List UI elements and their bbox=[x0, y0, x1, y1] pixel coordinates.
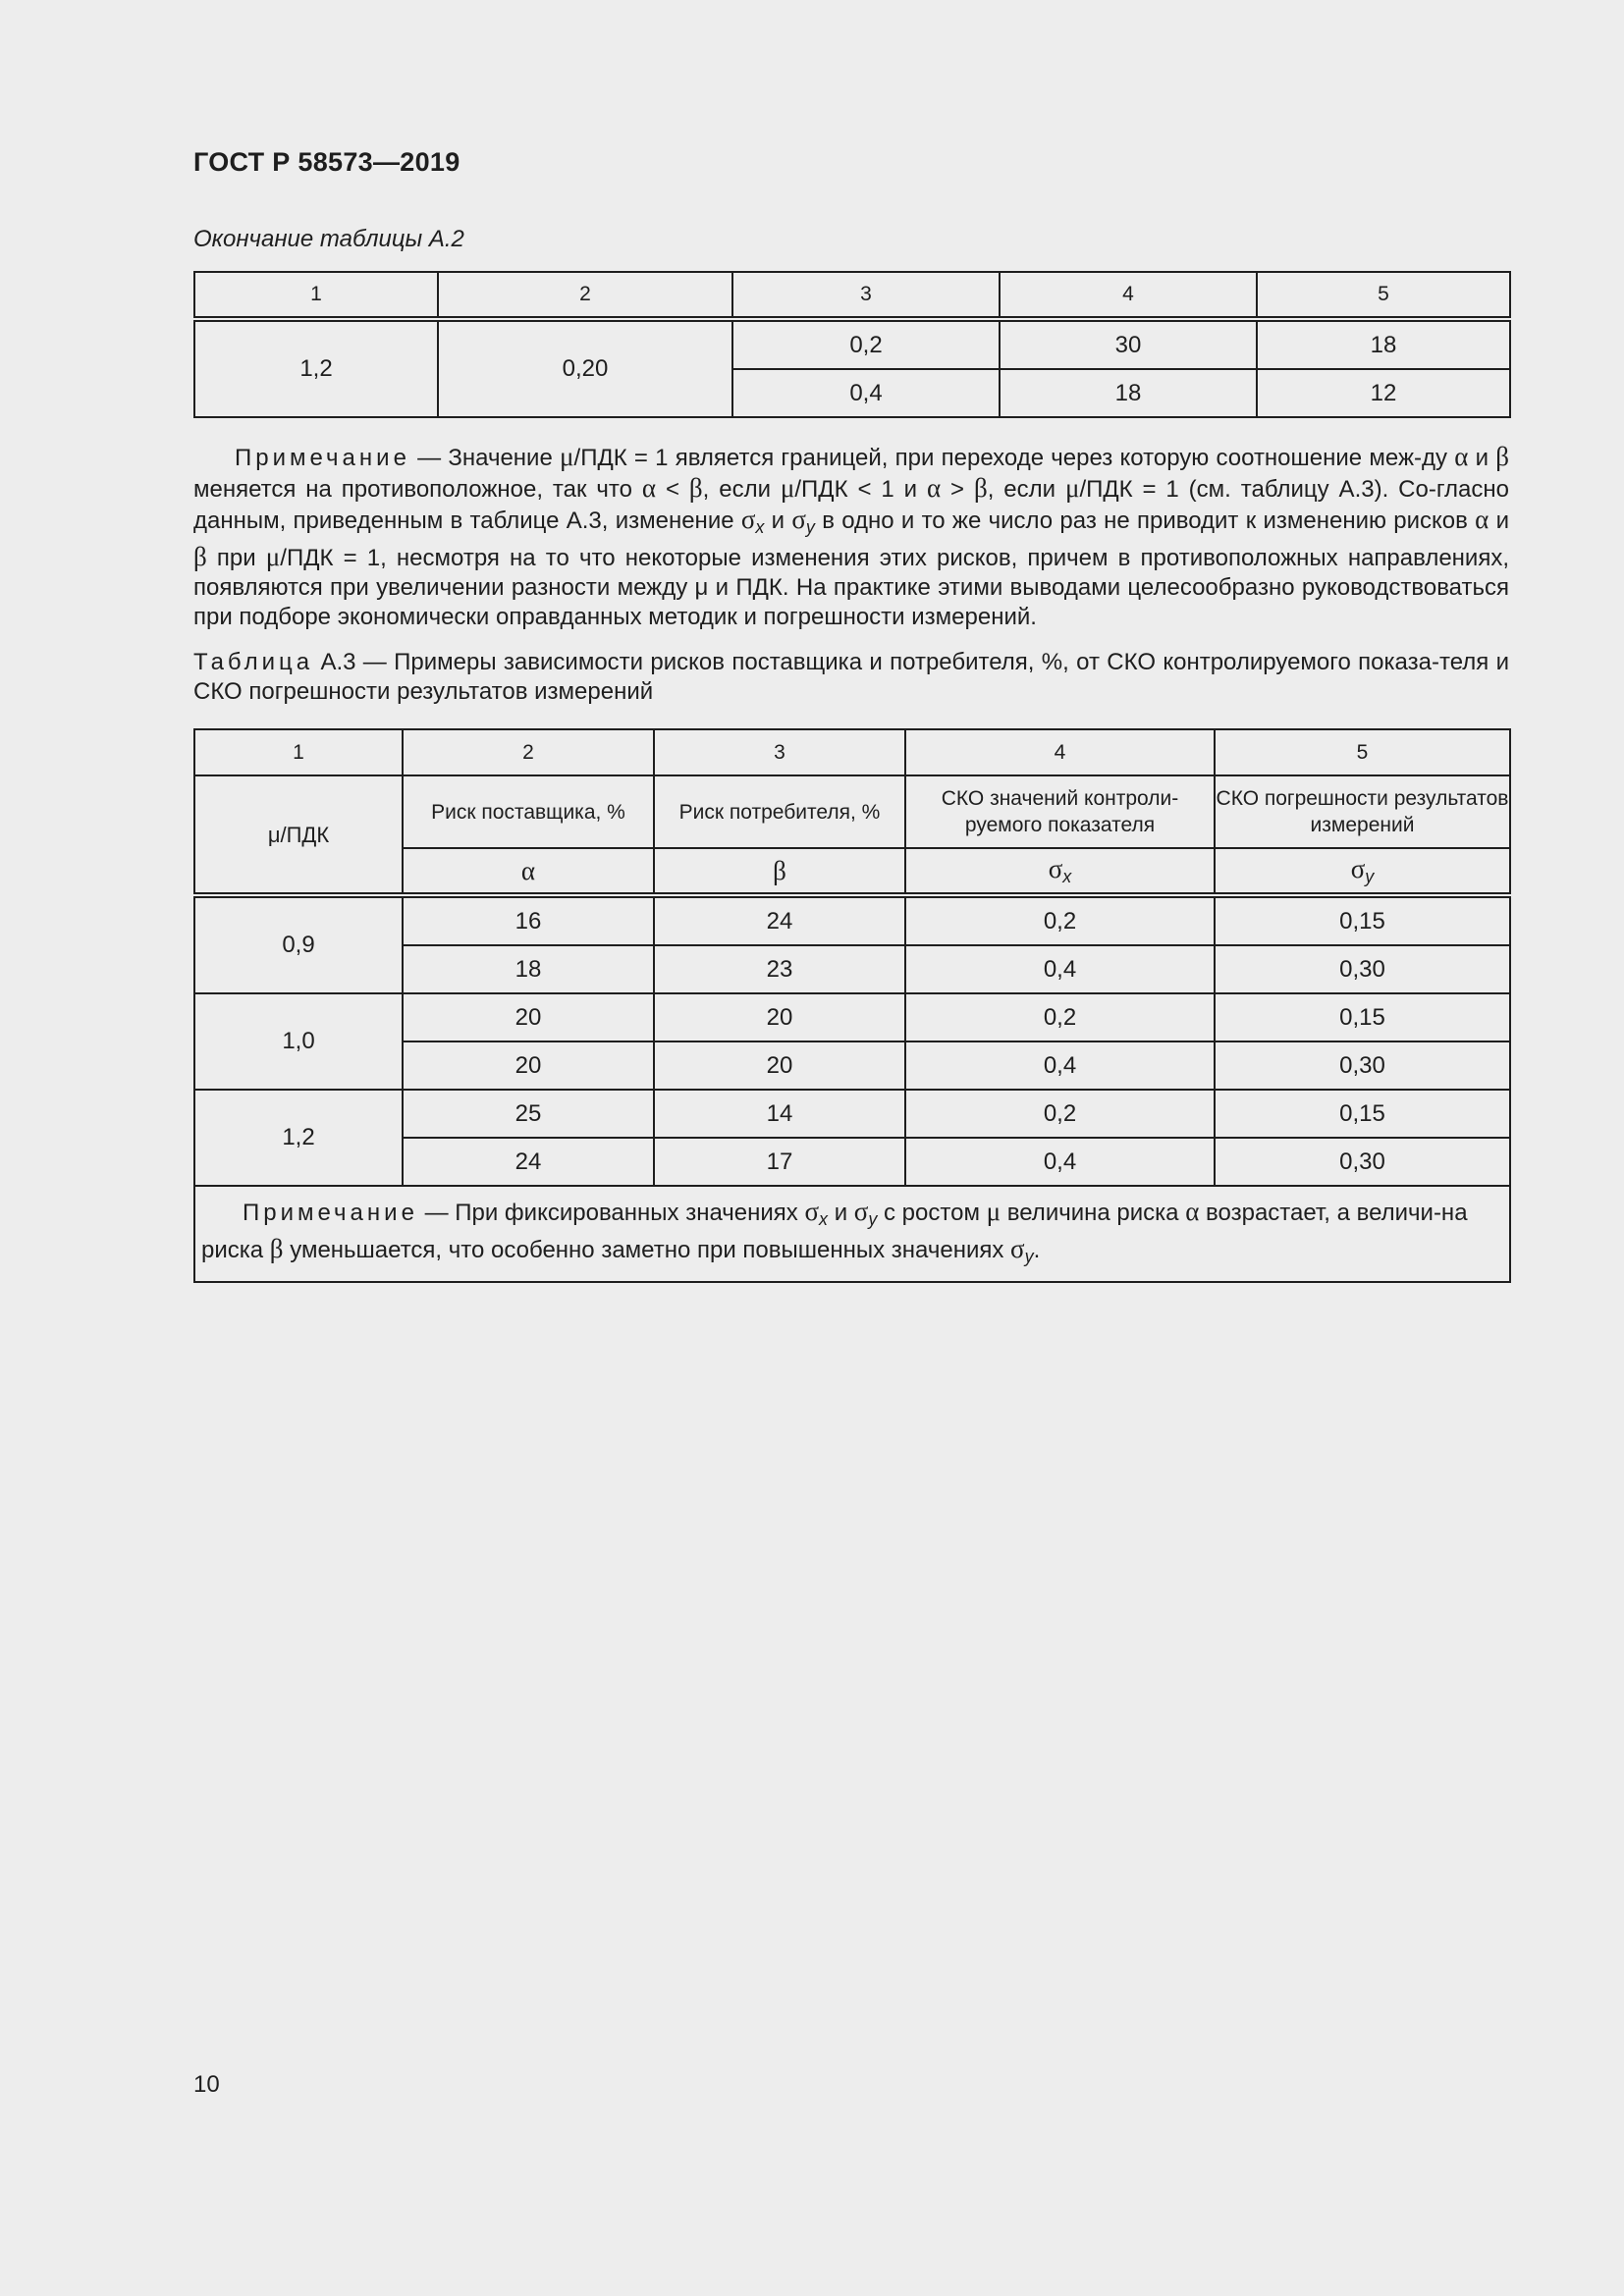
table-cell: 24 bbox=[654, 895, 905, 945]
column-number: 3 bbox=[732, 272, 1000, 319]
table-cell: 0,30 bbox=[1215, 945, 1510, 993]
column-symbol bbox=[403, 848, 654, 895]
table-cell: 0,2 bbox=[905, 895, 1215, 945]
table-cell: 0,30 bbox=[1215, 1041, 1510, 1090]
table-cell: 1,2 bbox=[194, 1090, 403, 1186]
table-cell: 0,2 bbox=[905, 1090, 1215, 1138]
table-note: Примечание — При фиксированных значениях $\sigma_x$ и $\sigma_y$ с ростом μ величина риска α возрастает, а величи-на риска β уменьшается, что особенно заметно при повышенных значениях $\sigma_y$. bbox=[194, 1186, 1510, 1282]
mu-symbol: μ bbox=[265, 542, 281, 571]
note-label: Примечание bbox=[235, 445, 410, 471]
table-cell: 1,2 bbox=[194, 319, 438, 417]
table-cell: 30 bbox=[1000, 319, 1257, 369]
sigma-symbol: σ bbox=[1048, 854, 1063, 883]
column-number: 4 bbox=[1000, 272, 1257, 319]
note-paragraph: Примечание — Значение μ/ПДК = 1 является границей, при переходе через которую соотношение меж-ду α и β меняется на противоположное, так что α < β, если μ/ПДК < 1 и α > β, если μ/ПДК = 1 (см. таблицу А.3). Со-гласно данным, приведенным в таблице А.3, изменение $\sigma_x$ и $\sigma_y$ в одно и то же число раз не приводит к изменению рисков α и β при μ/ПДК = 1, несмотря на то что некоторые изменения этих рисков, причем в противоположных направлениях, появляются при увеличении разности между μ и ПДК. На практике этими выводами целесообразно руководствоваться при подборе экономически оправданных методик и погрешности измерений. bbox=[193, 442, 1510, 630]
column-number: 2 bbox=[403, 729, 654, 775]
note-label: Примечание bbox=[243, 1200, 418, 1226]
page-number: 10 bbox=[193, 2071, 220, 2098]
table-header-row bbox=[194, 775, 1510, 848]
table-cell: 1,0 bbox=[194, 993, 403, 1090]
table-cell: 25 bbox=[403, 1090, 654, 1138]
table-cell: 0,2 bbox=[905, 993, 1215, 1041]
column-number: 5 bbox=[1215, 729, 1510, 775]
table-cell: 0,15 bbox=[1215, 1090, 1510, 1138]
table-cell: 0,15 bbox=[1215, 895, 1510, 945]
document-header: ГОСТ Р 58573—2019 bbox=[193, 147, 460, 177]
table-cell: 0,9 bbox=[194, 895, 403, 993]
table-cell: 18 bbox=[403, 945, 654, 993]
column-number: 3 bbox=[654, 729, 905, 775]
alpha-symbol: α bbox=[926, 473, 942, 503]
table-cell: 0,20 bbox=[438, 319, 732, 417]
alpha-symbol: α bbox=[641, 473, 657, 503]
beta-symbol: β bbox=[688, 473, 703, 503]
alpha-symbol: α bbox=[1454, 442, 1469, 471]
table-cell: 20 bbox=[654, 993, 905, 1041]
table-cell: 17 bbox=[654, 1138, 905, 1186]
table-cell: 23 bbox=[654, 945, 905, 993]
table-cell: 16 bbox=[403, 895, 654, 945]
sigma-symbol: σ bbox=[853, 1197, 869, 1226]
alpha-symbol: α bbox=[520, 855, 536, 885]
column-header: Риск потребителя, % bbox=[654, 775, 905, 848]
sigma-symbol: σ bbox=[740, 505, 756, 534]
mu-symbol: μ bbox=[780, 473, 795, 503]
column-header: СКО значений контроли-руемого показателя bbox=[905, 775, 1215, 848]
column-header: μ/ПДК bbox=[194, 775, 403, 895]
sigma-symbol: σ bbox=[791, 505, 806, 534]
column-header: СКО погрешности результатов измерений bbox=[1215, 775, 1510, 848]
table-caption-continued: Окончание таблицы А.2 bbox=[193, 226, 464, 252]
column-number: 1 bbox=[194, 729, 403, 775]
table-cell: 20 bbox=[403, 1041, 654, 1090]
table-row bbox=[194, 319, 1510, 369]
table-a2-continued bbox=[193, 271, 1511, 418]
table-cell: 0,30 bbox=[1215, 1138, 1510, 1186]
table-cell: 18 bbox=[1000, 369, 1257, 417]
table-cell: 20 bbox=[654, 1041, 905, 1090]
beta-symbol: β bbox=[973, 473, 988, 503]
sigma-symbol: σ bbox=[1010, 1234, 1025, 1263]
table-a3-title: Таблица А.3 — Примеры зависимости рисков поставщика и потребителя, %, от СКО контролируемого показа-теля и СКО погрешности результатов измерений bbox=[193, 649, 1509, 705]
table-cell: 0,4 bbox=[905, 1138, 1215, 1186]
column-number: 4 bbox=[905, 729, 1215, 775]
table-cell: 24 bbox=[403, 1138, 654, 1186]
column-number: 2 bbox=[438, 272, 732, 319]
column-symbol: $\sigma_y$ bbox=[1215, 848, 1510, 895]
column-symbol: $\sigma_x$ bbox=[905, 848, 1215, 895]
beta-symbol: β bbox=[193, 542, 207, 571]
table-cell: 0,2 bbox=[732, 319, 1000, 369]
column-symbol bbox=[654, 848, 905, 895]
table-row bbox=[194, 1090, 1510, 1138]
table-label: Таблица bbox=[193, 649, 314, 675]
sigma-symbol: σ bbox=[804, 1197, 820, 1226]
table-header-row bbox=[194, 729, 1510, 775]
sigma-symbol: σ bbox=[1350, 854, 1366, 883]
table-a3 bbox=[193, 728, 1511, 1283]
alpha-symbol: α bbox=[1475, 505, 1489, 534]
table-cell: 12 bbox=[1257, 369, 1510, 417]
mu-symbol: μ bbox=[1064, 473, 1080, 503]
table-row bbox=[194, 993, 1510, 1041]
mu-symbol: μ bbox=[560, 442, 574, 471]
mu-symbol: μ bbox=[986, 1197, 1001, 1226]
table-header-row bbox=[194, 272, 1510, 319]
column-number: 5 bbox=[1257, 272, 1510, 319]
table-cell: 14 bbox=[654, 1090, 905, 1138]
table-cell: 0,15 bbox=[1215, 993, 1510, 1041]
beta-symbol: β bbox=[773, 855, 786, 885]
table-note-row bbox=[194, 1186, 1510, 1282]
table-cell: 0,4 bbox=[905, 945, 1215, 993]
column-header: Риск поставщика, % bbox=[403, 775, 654, 848]
beta-symbol: β bbox=[1495, 442, 1510, 471]
table-cell: 0,4 bbox=[732, 369, 1000, 417]
table-cell: 0,4 bbox=[905, 1041, 1215, 1090]
alpha-symbol: α bbox=[1185, 1197, 1200, 1226]
beta-symbol: β bbox=[269, 1234, 284, 1263]
column-number: 1 bbox=[194, 272, 438, 319]
table-cell: 18 bbox=[1257, 319, 1510, 369]
table-row bbox=[194, 895, 1510, 945]
table-cell: 20 bbox=[403, 993, 654, 1041]
